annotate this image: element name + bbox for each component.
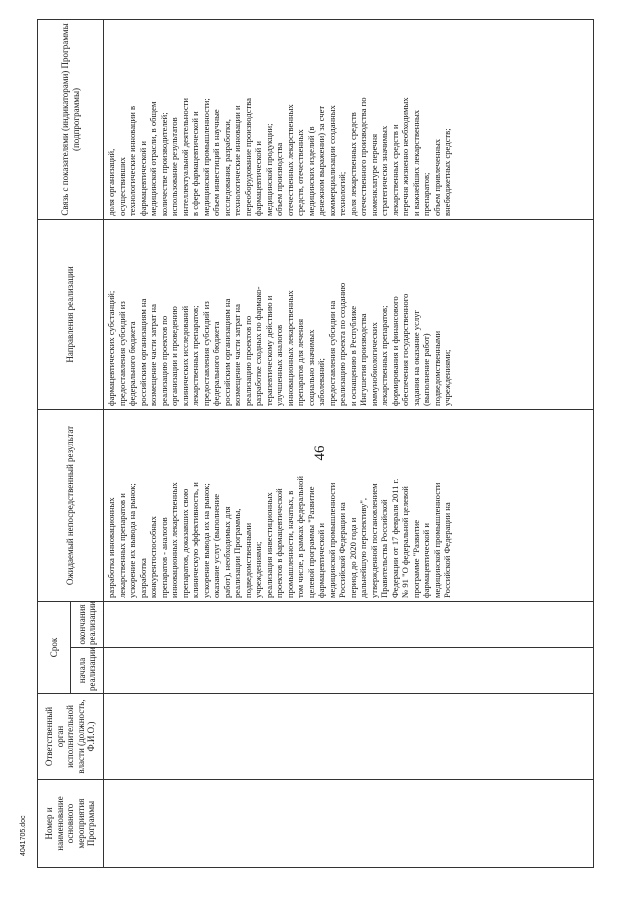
header-indicators: Связь с показателями (индикаторами) Программы (подпрограммы) (38, 19, 104, 219)
program-table-page (37, 20, 592, 868)
header-term-start: начала реализации (71, 648, 104, 694)
cell-number-name (104, 780, 594, 868)
cell-indicators: доля организаций, осуществивших технологические инновации в фармацевтической и медицинской отрасли, в общем количестве производителей; использование результатов интеллектуальной деятельности в сфере фармацевтической и медицинской промышленности; объем инвестиций в научные исследования, разработки, технологические инновации и переоборудование производства фармацевтической и медицинской продукции; объем производства отечественных лекарственных средств, отечественных медицинских изделий (в денежном выражении) за счет коммерциализации созданных технологий; доля лекарственных средств отечественного производства по номенклатуре перечня стратегически значимых лекарственных средств и перечня жизненно необходимых и важнейших лекарственных препаратов; объем привлеченных внебюджетных средств; (104, 19, 594, 219)
cell-executor (104, 694, 594, 780)
header-executor: Ответственный орган исполнительной власти (должность, Ф.И.О.) (38, 694, 104, 780)
table-row (104, 19, 594, 867)
header-term-end: окончания реализации (71, 601, 104, 647)
cell-term-start (104, 648, 594, 694)
header-directions: Направления реализации (38, 219, 104, 409)
document-id: 4041705.doc (20, 815, 27, 856)
header-number-name: Номер и наименование основного мероприятия Программы (38, 780, 104, 868)
header-row (38, 19, 71, 867)
page-number: 46 (312, 445, 328, 461)
header-term: Срок (38, 601, 71, 693)
cell-expected-result: разработка инновационных лекарственных препаратов и ускорение их вывода на рынок; разработка конкурентоспособных препаратов - аналогов инновационных лекарственных препаратов, доказавших свою клиническую эффективность, и ускорение вывода их на рынок; оказание услуг (выполнение работ), необходимых для реализации Программы, подведомственными учреждениями; реализация инвестиционных проектов в фармацевтической промышленности, начатых, в том числе, в рамках федеральной целевой программы "Развитие фармацевтической и медицинской промышленности Российской Федерации на период до 2020 года и дальнейшую перспективу", утвержденной постановлением Правительства Российской Федерации от 17 февраля 2011 г. № 91 "О федеральной целевой программе "Развитие фармацевтической и медицинской промышленности Российской Федерации на (104, 409, 594, 601)
cell-directions: фармацевтических субстанций; предоставления субсидий из федерального бюджета российским организациям на возмещение части затрат на реализацию проектов по организации и проведению клинических исследований лекарственных препаратов; предоставления субсидий из федерального бюджета российским организациям на возмещение части затрат на реализацию проектов по разработке сходных по фармако- терапевтическому действию и улучшенных аналогов инновационных лекарственных препаратов для лечения социально значимых заболеваний; предоставления субсидии на реализацию проекта по созданию и оснащению в Республике Ингушетия производства иммунобиологических лекарственных препаратов; формирования и финансового обеспечения государственного задания на оказание услуг (выполнение работ) подведомственными учреждениями; (104, 219, 594, 409)
program-activities-table (37, 19, 594, 868)
header-expected-result: Ожидаемый непосредственный результат (38, 409, 104, 601)
cell-term-end (104, 601, 594, 647)
